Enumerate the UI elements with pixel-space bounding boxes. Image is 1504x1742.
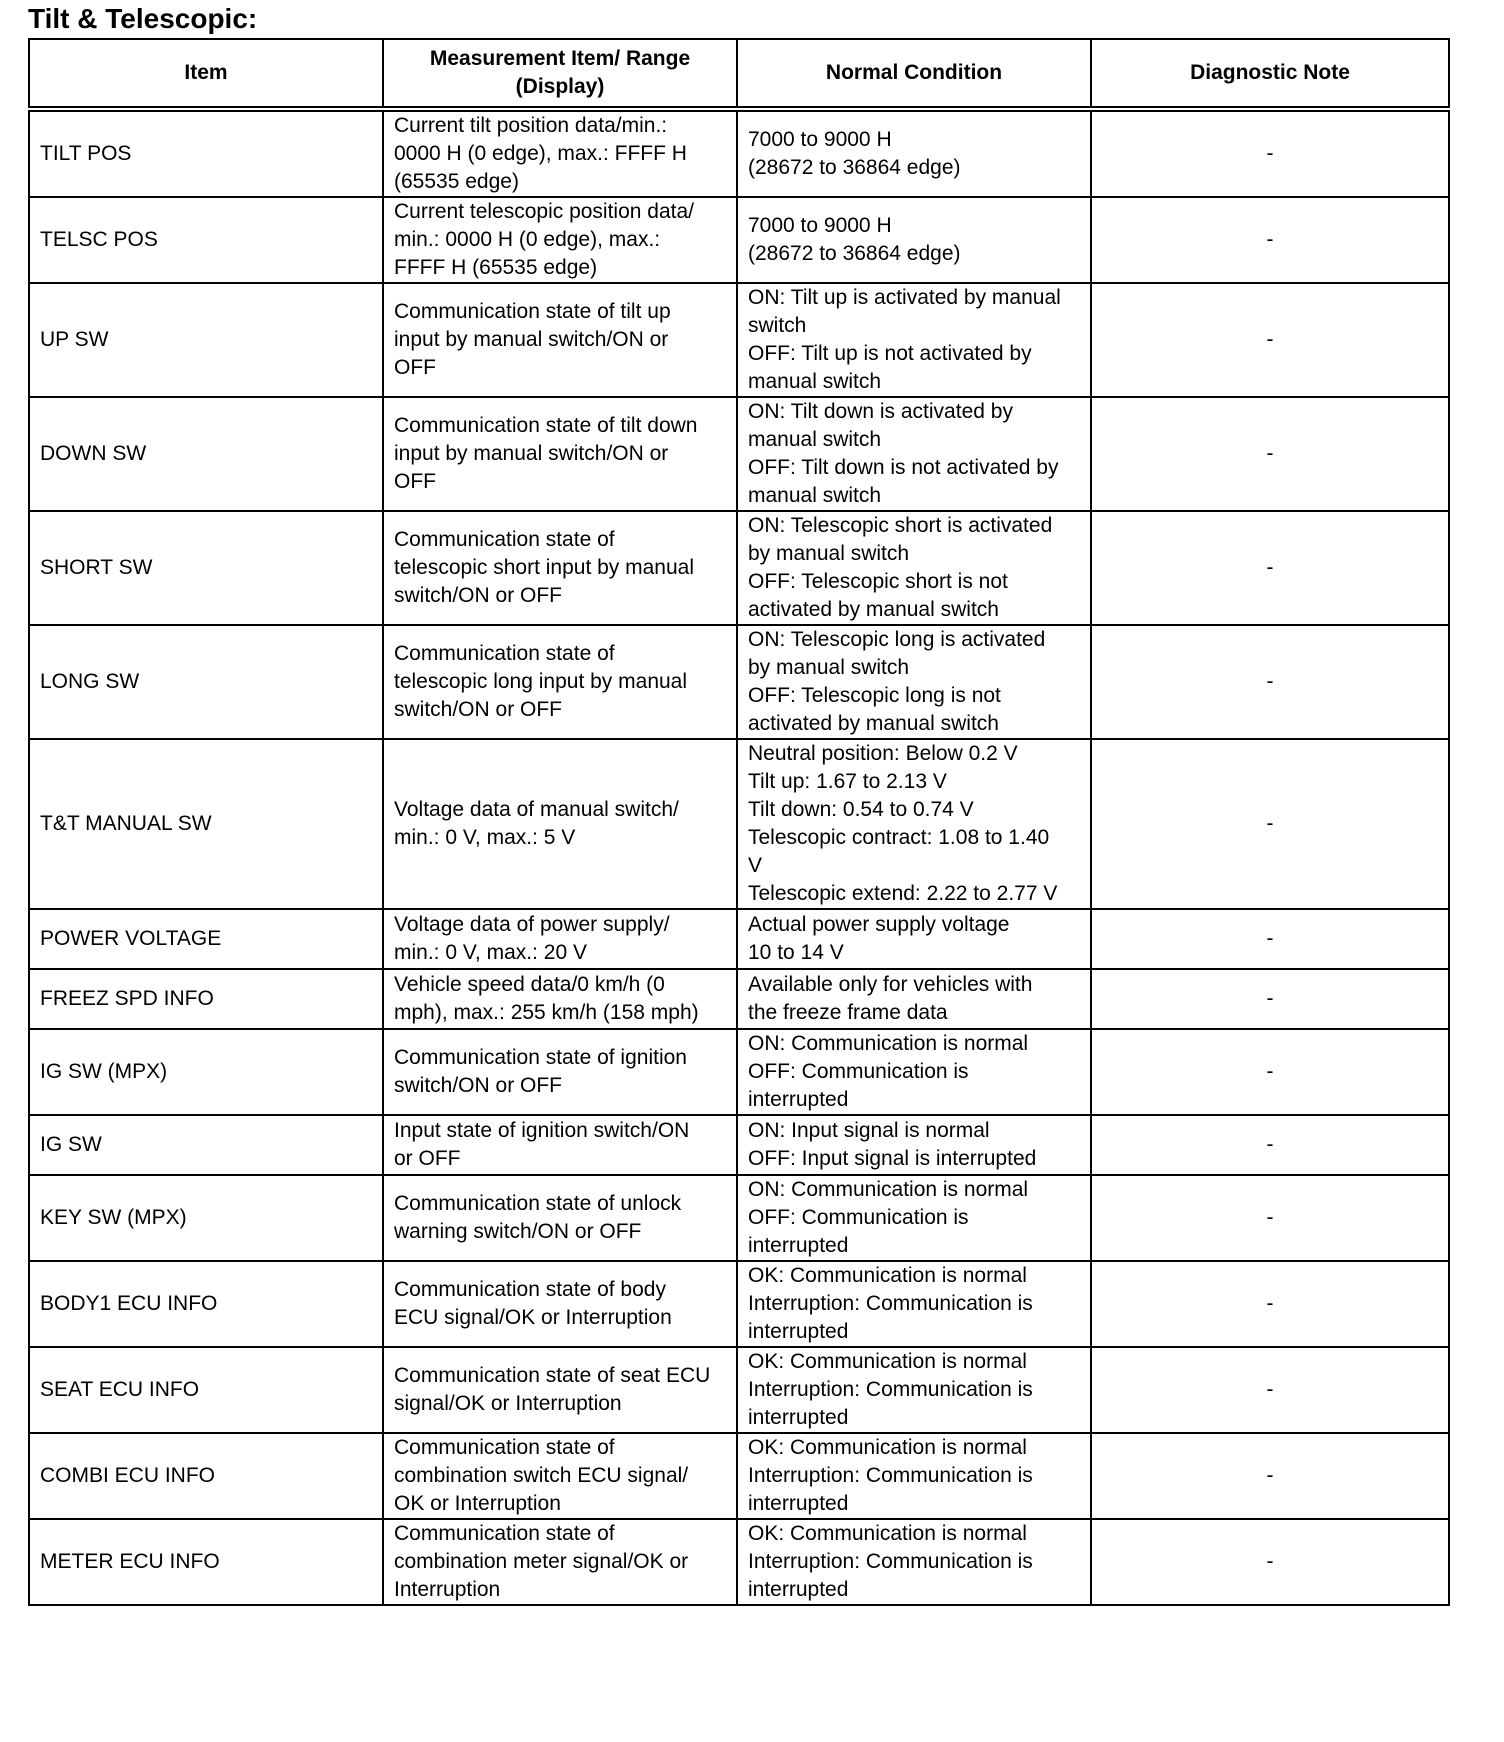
cell-measurement-range: Communication state of seat ECU signal/OK or Interruption bbox=[383, 1347, 737, 1433]
cell-normal-condition: ON: Tilt up is activated by manual switch OFF: Tilt up is not activated by manual switch bbox=[737, 283, 1091, 397]
cell-measurement-range: Communication state of tilt down input by manual switch/ON or OFF bbox=[383, 397, 737, 511]
cell-normal-condition: ON: Communication is normal OFF: Communication is interrupted bbox=[737, 1029, 1091, 1115]
table-row bbox=[29, 1029, 1449, 1115]
cell-diagnostic-note: - bbox=[1091, 909, 1449, 969]
cell-measurement-range: Communication state of body ECU signal/OK or Interruption bbox=[383, 1261, 737, 1347]
cell-diagnostic-note: - bbox=[1091, 397, 1449, 511]
cell-normal-condition: ON: Communication is normal OFF: Communication is interrupted bbox=[737, 1175, 1091, 1261]
cell-diagnostic-note: - bbox=[1091, 969, 1449, 1029]
table-row bbox=[29, 1347, 1449, 1433]
header-item: Item bbox=[29, 39, 383, 109]
cell-normal-condition: OK: Communication is normal Interruption: Communication is interrupted bbox=[737, 1433, 1091, 1519]
table-row bbox=[29, 109, 1449, 197]
cell-diagnostic-note: - bbox=[1091, 109, 1449, 197]
table-row bbox=[29, 1519, 1449, 1605]
cell-measurement-range: Communication state of combination switch ECU signal/ OK or Interruption bbox=[383, 1433, 737, 1519]
cell-measurement-range: Communication state of telescopic short input by manual switch/ON or OFF bbox=[383, 511, 737, 625]
table-row bbox=[29, 1261, 1449, 1347]
cell-normal-condition: 7000 to 9000 H (28672 to 36864 edge) bbox=[737, 197, 1091, 283]
cell-normal-condition: Available only for vehicles with the freeze frame data bbox=[737, 969, 1091, 1029]
cell-diagnostic-note: - bbox=[1091, 1347, 1449, 1433]
cell-item: METER ECU INFO bbox=[29, 1519, 383, 1605]
cell-item: DOWN SW bbox=[29, 397, 383, 511]
cell-measurement-range: Current tilt position data/min.: 0000 H (0 edge), max.: FFFF H (65535 edge) bbox=[383, 109, 737, 197]
cell-normal-condition: ON: Telescopic short is activated by manual switch OFF: Telescopic short is not activated by manual switch bbox=[737, 511, 1091, 625]
cell-measurement-range: Input state of ignition switch/ON or OFF bbox=[383, 1115, 737, 1175]
cell-measurement-range: Communication state of tilt up input by manual switch/ON or OFF bbox=[383, 283, 737, 397]
cell-item: KEY SW (MPX) bbox=[29, 1175, 383, 1261]
cell-item: SHORT SW bbox=[29, 511, 383, 625]
header-diagnostic-note: Diagnostic Note bbox=[1091, 39, 1449, 109]
cell-measurement-range: Voltage data of manual switch/ min.: 0 V, max.: 5 V bbox=[383, 739, 737, 909]
cell-measurement-range: Voltage data of power supply/ min.: 0 V, max.: 20 V bbox=[383, 909, 737, 969]
cell-item: POWER VOLTAGE bbox=[29, 909, 383, 969]
cell-diagnostic-note: - bbox=[1091, 1029, 1449, 1115]
cell-item: LONG SW bbox=[29, 625, 383, 739]
cell-normal-condition: OK: Communication is normal Interruption: Communication is interrupted bbox=[737, 1347, 1091, 1433]
cell-measurement-range: Communication state of ignition switch/ON or OFF bbox=[383, 1029, 737, 1115]
table-row bbox=[29, 283, 1449, 397]
table-header-row bbox=[29, 39, 1449, 109]
cell-item: TELSC POS bbox=[29, 197, 383, 283]
cell-normal-condition: ON: Telescopic long is activated by manual switch OFF: Telescopic long is not activated by manual switch bbox=[737, 625, 1091, 739]
cell-item: UP SW bbox=[29, 283, 383, 397]
cell-diagnostic-note: - bbox=[1091, 1115, 1449, 1175]
cell-item: COMBI ECU INFO bbox=[29, 1433, 383, 1519]
cell-item: IG SW (MPX) bbox=[29, 1029, 383, 1115]
cell-diagnostic-note: - bbox=[1091, 1175, 1449, 1261]
cell-normal-condition: 7000 to 9000 H (28672 to 36864 edge) bbox=[737, 109, 1091, 197]
table-row bbox=[29, 625, 1449, 739]
table-row bbox=[29, 397, 1449, 511]
table-row bbox=[29, 197, 1449, 283]
cell-normal-condition: OK: Communication is normal Interruption: Communication is interrupted bbox=[737, 1519, 1091, 1605]
cell-diagnostic-note: - bbox=[1091, 625, 1449, 739]
header-normal-condition: Normal Condition bbox=[737, 39, 1091, 109]
cell-item: TILT POS bbox=[29, 109, 383, 197]
cell-diagnostic-note: - bbox=[1091, 283, 1449, 397]
page-title: Tilt & Telescopic: bbox=[28, 3, 258, 34]
cell-diagnostic-note: - bbox=[1091, 197, 1449, 283]
cell-item: BODY1 ECU INFO bbox=[29, 1261, 383, 1347]
cell-normal-condition: Neutral position: Below 0.2 V Tilt up: 1.67 to 2.13 V Tilt down: 0.54 to 0.74 V Telescopic contract: 1.08 to 1.40 V Telescopic extend: 2.22 to 2.77 V bbox=[737, 739, 1091, 909]
cell-measurement-range: Communication state of telescopic long input by manual switch/ON or OFF bbox=[383, 625, 737, 739]
cell-normal-condition: OK: Communication is normal Interruption: Communication is interrupted bbox=[737, 1261, 1091, 1347]
data-list-table bbox=[28, 38, 1450, 1606]
table-row bbox=[29, 1115, 1449, 1175]
table-row bbox=[29, 969, 1449, 1029]
cell-item: IG SW bbox=[29, 1115, 383, 1175]
cell-diagnostic-note: - bbox=[1091, 511, 1449, 625]
cell-normal-condition: Actual power supply voltage 10 to 14 V bbox=[737, 909, 1091, 969]
cell-measurement-range: Communication state of combination meter signal/OK or Interruption bbox=[383, 1519, 737, 1605]
cell-diagnostic-note: - bbox=[1091, 1433, 1449, 1519]
cell-diagnostic-note: - bbox=[1091, 1261, 1449, 1347]
table-row bbox=[29, 511, 1449, 625]
table-row bbox=[29, 909, 1449, 969]
table-row bbox=[29, 739, 1449, 909]
cell-diagnostic-note: - bbox=[1091, 739, 1449, 909]
table-row bbox=[29, 1433, 1449, 1519]
cell-item: T&T MANUAL SW bbox=[29, 739, 383, 909]
cell-diagnostic-note: - bbox=[1091, 1519, 1449, 1605]
cell-measurement-range: Current telescopic position data/ min.: 0000 H (0 edge), max.: FFFF H (65535 edge) bbox=[383, 197, 737, 283]
cell-measurement-range: Communication state of unlock warning switch/ON or OFF bbox=[383, 1175, 737, 1261]
cell-measurement-range: Vehicle speed data/0 km/h (0 mph), max.: 255 km/h (158 mph) bbox=[383, 969, 737, 1029]
cell-normal-condition: ON: Tilt down is activated by manual switch OFF: Tilt down is not activated by manual switch bbox=[737, 397, 1091, 511]
cell-item: SEAT ECU INFO bbox=[29, 1347, 383, 1433]
table-row bbox=[29, 1175, 1449, 1261]
cell-item: FREEZ SPD INFO bbox=[29, 969, 383, 1029]
cell-normal-condition: ON: Input signal is normal OFF: Input signal is interrupted bbox=[737, 1115, 1091, 1175]
header-measurement-range: Measurement Item/ Range (Display) bbox=[383, 39, 737, 109]
